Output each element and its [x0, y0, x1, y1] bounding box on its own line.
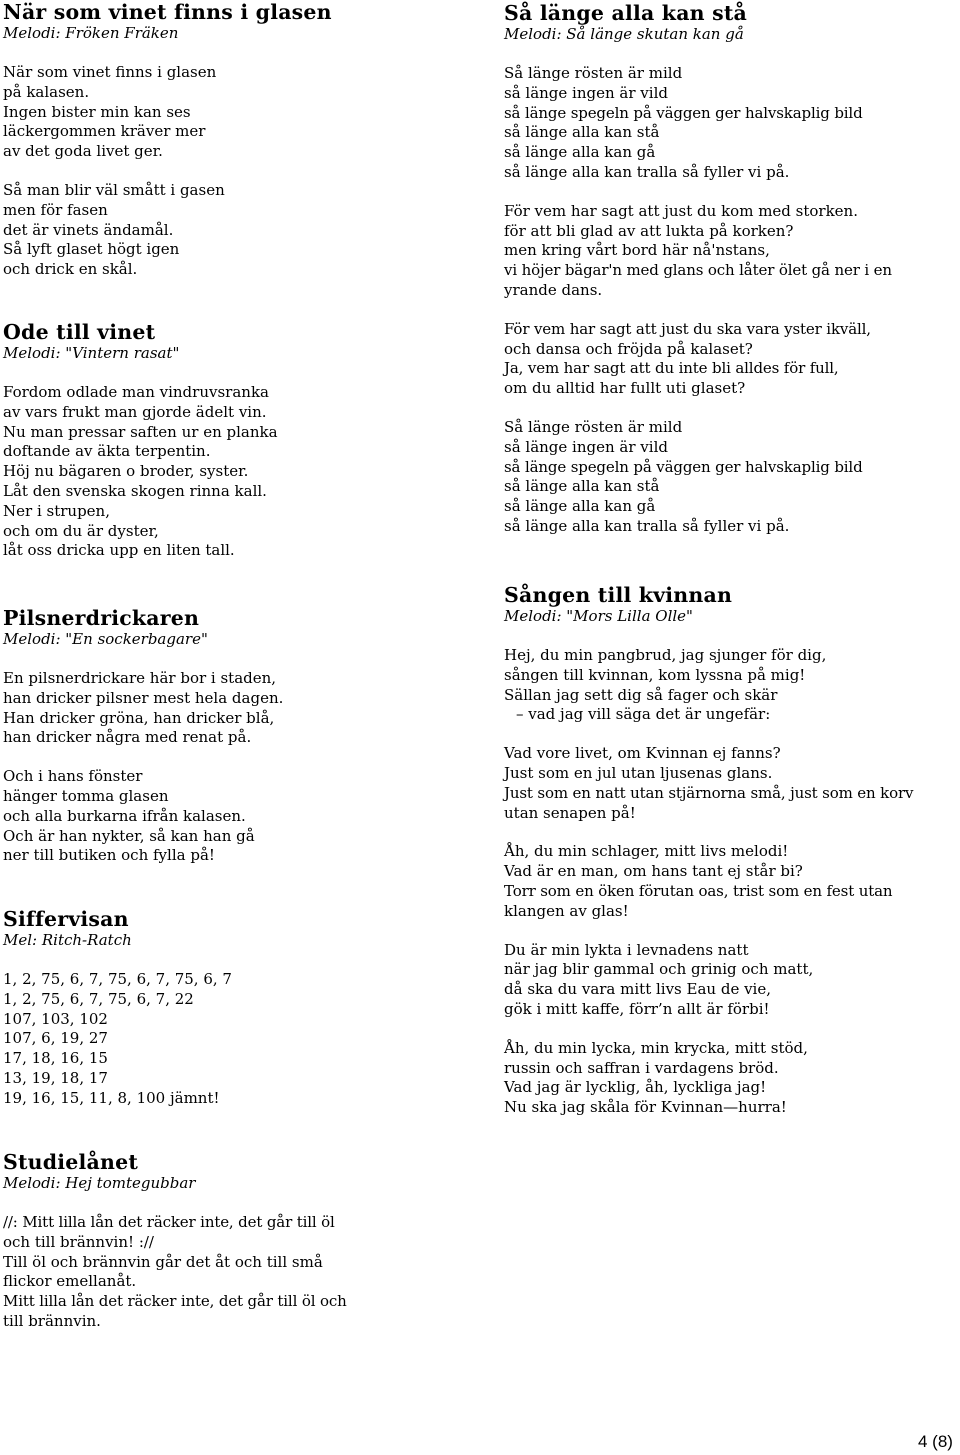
verse-line: Höj nu bägaren o broder, syster.	[3, 462, 249, 481]
song-melody: Melodi: "Vintern rasat"	[3, 344, 180, 362]
verse-line: klangen av glas!	[504, 901, 629, 920]
verse-line: Vad är en man, om hans tant ej står bi?	[504, 862, 803, 881]
verse	[3, 63, 332, 162]
verse-line: 107, 103, 102	[3, 1009, 108, 1028]
verse-line: //: Mitt lilla lån det räcker inte, det går till öl	[3, 1213, 335, 1231]
page-number: 4 (8)	[918, 1432, 953, 1451]
verse-line: utan senapen på!	[504, 803, 636, 822]
song-title: Siffervisan	[3, 907, 129, 931]
verse-line: av det goda livet ger.	[3, 142, 163, 161]
verse-line: 1, 2, 75, 6, 7, 75, 6, 7, 75, 6, 7	[3, 970, 232, 988]
verse-line: Så länge rösten är mild	[504, 417, 683, 436]
verse-line: När som vinet finns i glasen	[3, 63, 217, 81]
verse-line: 107, 6, 19, 27	[3, 1029, 108, 1048]
verse-line: Nu ska jag skåla för Kvinnan—hurra!	[504, 1098, 787, 1117]
verse-line: så länge spegeln på väggen ger halvskaplig bild	[504, 103, 863, 122]
verse-line: Fordom odlade man vindruvsranka	[3, 383, 269, 401]
verse-line: flickor emellanåt.	[3, 1272, 137, 1291]
verse	[3, 669, 283, 748]
verse-line: Hej, du min pangbrud, jag sjunger för dig,	[504, 646, 827, 664]
verse-line: yrande dans.	[504, 280, 603, 299]
verse-line: 17, 18, 16, 15	[3, 1049, 108, 1068]
verse-line: russin och saffran i vardagens bröd.	[504, 1058, 779, 1077]
verse-line: så länge alla kan gå	[504, 497, 656, 516]
verse-line: han dricker några med renat på.	[3, 728, 252, 747]
song-pilsnerdrickaren	[3, 606, 283, 866]
verse	[504, 1039, 913, 1118]
verse-line: Ingen bister min kan ses	[3, 102, 191, 121]
song-melody: Melodi: Hej tomtegubbar	[3, 1174, 196, 1192]
verse-line: så länge ingen är vild	[504, 83, 668, 102]
verse-line: Vad vore livet, om Kvinnan ej fanns?	[504, 744, 781, 763]
verse-line: låt oss dricka upp en liten tall.	[3, 541, 235, 560]
verse-line: Och är han nykter, så kan han gå	[3, 826, 255, 845]
verse	[504, 744, 913, 823]
verse-line: Låt den svenska skogen rinna kall.	[3, 481, 267, 500]
verse-line: Så lyft glaset högt igen	[3, 240, 180, 259]
verse-line: och till brännvin! ://	[3, 1232, 154, 1251]
verse-line: så länge ingen är vild	[504, 437, 668, 456]
verse-line: hänger tomma glasen	[3, 786, 169, 805]
verse-line: Han dricker gröna, han dricker blå,	[3, 708, 275, 727]
verse-line: Torr som en öken förutan oas, trist som en fest utan	[504, 881, 893, 900]
verse-line: Just som en natt utan stjärnorna små, just som en korv	[504, 783, 914, 802]
verse	[3, 1213, 347, 1332]
verse-line: om du alltid har fullt uti glaset?	[504, 379, 746, 398]
verse	[504, 418, 892, 537]
verse-line: men för fasen	[3, 200, 108, 219]
verse-line: på kalasen.	[3, 82, 90, 101]
verse	[504, 202, 892, 301]
song-melody: Melodi: "Mors Lilla Olle"	[504, 607, 693, 625]
song-studielanet	[3, 1150, 347, 1332]
verse-line: Nu man pressar saften ur en planka	[3, 422, 278, 441]
song-sangen-till-kvinnan	[504, 583, 913, 1118]
song-title: Sången till kvinnan	[504, 583, 733, 607]
song-melody: Melodi: Så länge skutan kan gå	[504, 25, 744, 43]
verse-line: han dricker pilsner mest hela dagen.	[3, 688, 284, 707]
song-ode-till-vinet	[3, 320, 278, 561]
verse-line: För vem har sagt att just du ska vara yster ikväll,	[504, 319, 871, 338]
verse-line: 13, 19, 18, 17	[3, 1068, 108, 1087]
verse-line: så länge alla kan stå	[504, 477, 660, 496]
verse-line: så länge alla kan tralla så fyller vi på.	[504, 162, 790, 181]
verse-line: doftande av äkta terpentin.	[3, 442, 211, 461]
verse-line: och dansa och fröjda på kalaset?	[504, 339, 753, 358]
song-siffervisan	[3, 907, 232, 1109]
song-nar-som-vinet	[3, 0, 332, 280]
verse	[504, 64, 892, 183]
verse-line: Till öl och brännvin går det åt och till små	[3, 1252, 323, 1271]
verse-line: Åh, du min lycka, min krycka, mitt stöd,	[504, 1038, 808, 1057]
verse-line: för att bli glad av att lukta på korken?	[504, 221, 794, 240]
verse-line: Sällan jag sett dig så fager och skär	[504, 685, 778, 704]
verse-line: läckergommen kräver mer	[3, 122, 206, 141]
verse-line: För vem har sagt att just du kom med storken.	[504, 201, 858, 220]
verse-line: så länge alla kan stå	[504, 123, 660, 142]
song-title: Studielånet	[3, 1150, 139, 1174]
verse-line: och alla burkarna ifrån kalasen.	[3, 806, 246, 825]
verse-line: sången till kvinnan, kom lyssna på mig!	[504, 665, 806, 684]
verse-line: Och i hans fönster	[3, 767, 143, 786]
song-melody: Melodi: Fröken Fräken	[3, 24, 179, 42]
verse-line: Mitt lilla lån det räcker inte, det går till öl och	[3, 1292, 347, 1311]
verse-line: Så man blir väl smått i gasen	[3, 180, 225, 199]
verse-line: En pilsnerdrickare här bor i staden,	[3, 669, 277, 687]
verse-line: Så länge rösten är mild	[504, 64, 683, 82]
verse-line: av vars frukt man gjorde ädelt vin.	[3, 402, 267, 421]
song-title: Ode till vinet	[3, 320, 156, 344]
verse-line: Just som en jul utan ljusenas glans.	[504, 763, 773, 782]
verse	[3, 181, 332, 280]
verse-line: vi höjer bägar'n med glans och låter ölet gå ner i en	[504, 261, 892, 280]
verse-line: 19, 16, 15, 11, 8, 100 jämnt!	[3, 1088, 220, 1107]
verse	[504, 941, 913, 1020]
verse-line: 1, 2, 75, 6, 7, 75, 6, 7, 22	[3, 989, 194, 1008]
verse-line: gök i mitt kaffe, förr’n allt är förbi!	[504, 999, 770, 1018]
verse-line: Ner i strupen,	[3, 501, 110, 520]
song-melody: Melodi: "En sockerbagare"	[3, 630, 208, 648]
verse-line: Vad jag är lycklig, åh, lyckliga jag!	[504, 1078, 767, 1097]
verse	[504, 320, 892, 399]
verse-line: så länge alla kan gå	[504, 143, 656, 162]
verse-line: då ska du vara mitt livs Eau de vie,	[504, 980, 772, 999]
verse-line: så länge spegeln på väggen ger halvskaplig bild	[504, 457, 863, 476]
verse-line: och drick en skål.	[3, 260, 138, 279]
verse-line: Åh, du min schlager, mitt livs melodi!	[504, 842, 789, 861]
verse-line: och om du är dyster,	[3, 521, 159, 540]
verse	[3, 970, 232, 1109]
verse	[3, 383, 278, 561]
verse-line: det är vinets ändamål.	[3, 220, 174, 239]
verse-line: ner till butiken och fylla på!	[3, 846, 215, 865]
verse-line: när jag blir gammal och grinig och matt,	[504, 960, 814, 979]
song-title: Pilsnerdrickaren	[3, 606, 200, 630]
song-sa-lange-alla-kan-sta	[504, 1, 892, 537]
verse-line: till brännvin.	[3, 1311, 101, 1330]
song-melody: Mel: Ritch-Ratch	[3, 931, 132, 949]
verse-line: – vad jag vill säga det är ungefär:	[516, 705, 771, 724]
verse-line: Du är min lykta i levnadens natt	[504, 940, 749, 959]
song-title: När som vinet finns i glasen	[3, 0, 332, 24]
verse	[504, 842, 913, 921]
verse-line: Ja, vem har sagt att du inte bli alldes för full,	[504, 359, 839, 378]
verse-line: så länge alla kan tralla så fyller vi på.	[504, 516, 790, 535]
verse	[504, 646, 913, 725]
verse	[3, 767, 283, 866]
verse-line: men kring vårt bord här nå'nstans,	[504, 241, 770, 260]
song-title: Så länge alla kan stå	[504, 1, 748, 25]
